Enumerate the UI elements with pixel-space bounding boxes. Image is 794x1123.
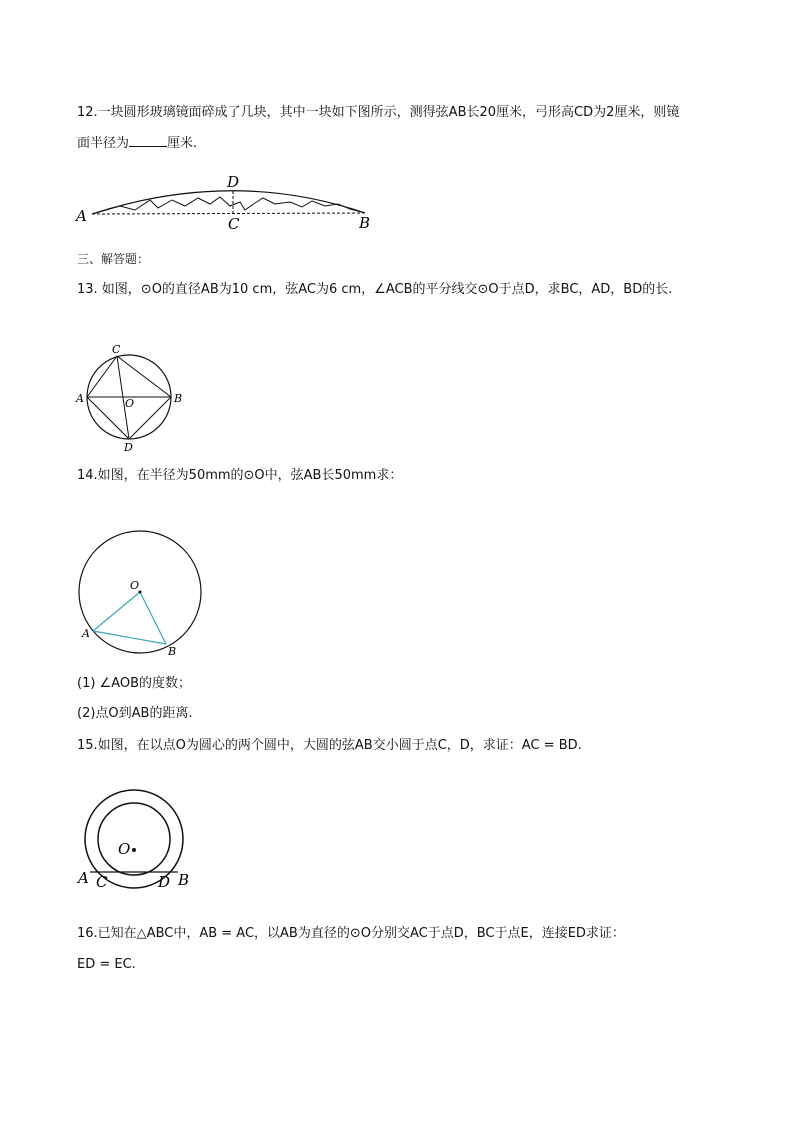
chord-AB bbox=[92, 213, 365, 214]
label-C: C bbox=[96, 873, 108, 891]
label-A: A bbox=[78, 869, 89, 887]
q12-text-line1: 12.一块圆形玻璃镜面碎成了几块，其中一块如下图所示，测得弦AB长20厘米，弓形高CD为2厘米，则镜 bbox=[77, 105, 680, 120]
q14-sub1: (1) ∠AOB的度数； bbox=[77, 676, 192, 691]
label-A: A bbox=[76, 392, 84, 405]
q14-circle-figure bbox=[72, 525, 212, 665]
q12-text-line2-b: 厘米. bbox=[167, 136, 198, 151]
label-A: A bbox=[82, 627, 90, 640]
chord-AB bbox=[93, 631, 166, 644]
chord-AC bbox=[87, 356, 117, 397]
arc-AB bbox=[92, 191, 365, 214]
q12-mirror-figure bbox=[76, 170, 380, 234]
label-C: C bbox=[112, 343, 121, 356]
q15-text: 15.如图，在以点O为圆心的两个圆中，大圆的弦AB交小圆于点C，D，求证：AC = BD. bbox=[77, 738, 582, 753]
q14-text: 14.如图，在半径为50mm的⊙O中，弦AB长50mm求： bbox=[77, 468, 403, 483]
label-B: B bbox=[359, 214, 371, 232]
q13-text: 13. 如图，⊙O的直径AB为10 cm，弦AC为6 cm，∠ACB的平分线交⊙O于点D，求BC，AD，BD的长. bbox=[77, 282, 673, 297]
label-C: C bbox=[228, 215, 240, 233]
radius-OB bbox=[140, 592, 166, 644]
q12-text-line2-a: 面半径为 bbox=[77, 136, 130, 151]
label-B: B bbox=[174, 392, 183, 405]
small-circle bbox=[98, 803, 170, 875]
section-heading: 三、解答题： bbox=[77, 252, 150, 266]
label-O: O bbox=[130, 579, 140, 592]
q13-circle-figure bbox=[72, 340, 192, 455]
label-O: O bbox=[125, 397, 135, 410]
label-O: O bbox=[118, 840, 131, 858]
label-D: D bbox=[124, 441, 133, 454]
label-A: A bbox=[76, 207, 87, 225]
chord-BC bbox=[117, 356, 171, 397]
broken-edge bbox=[92, 197, 365, 214]
q12-text-line2 bbox=[77, 134, 197, 154]
q16-text-line2: ED = EC. bbox=[77, 957, 136, 972]
label-D: D bbox=[227, 173, 240, 191]
label-B: B bbox=[168, 645, 177, 658]
label-D: D bbox=[158, 873, 171, 891]
answer-blank bbox=[129, 134, 167, 147]
label-B: B bbox=[178, 871, 190, 889]
q14-sub2: (2)点O到AB的距离. bbox=[77, 706, 193, 721]
center-dot bbox=[132, 848, 136, 852]
q16-text-line1: 16.已知在△ABC中，AB = AC，以AB为直径的⊙O分别交AC于点D，BC于点E，连接ED求证： bbox=[77, 926, 625, 941]
radius-OA bbox=[93, 592, 140, 631]
q15-concentric-figure bbox=[72, 790, 202, 895]
